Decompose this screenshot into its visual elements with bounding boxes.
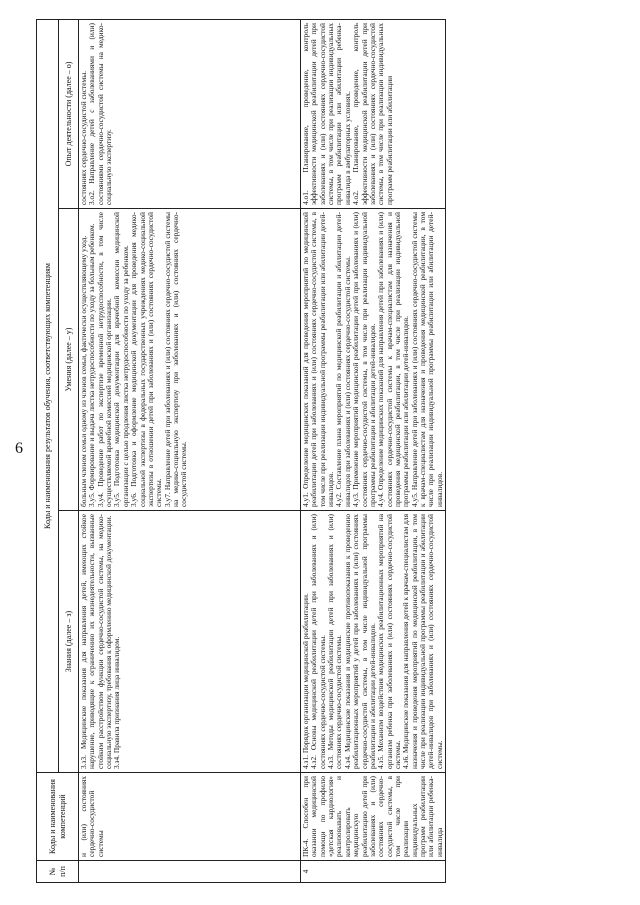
row-knowledge: 3.з3. Медицинские показания для направления детей, имеющих стойкое нарушение, приводящие к ограничению их жизнедеятельности, вызванные стойким расстройством функции сердечно-сосудистой системы, на медико-социальную экспертизу, требования к оформлению медицинской документации. 3.з4. Правила признания лица инвалидом. [79,511,301,773]
row-code: ПК-4. Способен при оказании медицинской помощи по профилю «детская кардиология» реализовывать и контролировать медицинскую реабилитацию детей при заболеваниях и (или) состояниях сердечно-сосудистой системы, в том числе при реализации индивидуальных программ реабилитации или абилитации ребенка-инвалида [301,773,446,861]
header-skills: Умения (далее – у) [59,209,79,511]
row-skills: 4.у1. Определение медицинских показаний для проведения мероприятий по медицинской реабилитации детей при заболеваниях и (или) состояниях сердечно-сосудистой системы, в том числе при реализации индивидуальной программы реабилитации или абилитации детей-инвалидов. 4.у2. Составление плана мероприятий по медицинской реабилитации и абилитации детей-инвалидов при заболеваниях и (или) состояниях сердечно-сосудистой системы. 4.у3. Применение мероприятий медицинской реабилитации детей при заболеваниях и (или) состояниях сердечно-сосудистой системы, в том числе при реализации индивидуальной программы реабилитации и абилитации детей-инвалидов. 4.у4. Определение медицинских показаний для направления детей при заболеваниях и (или) состояниях сердечно-сосудистой системы к врачам-специалистам для назначения и проведения медицинской реабилитации, в том числе при реализации индивидуальной программы реабилитации или абилитации детей-инвалидов. 4.у5. Направление детей при заболеваниях и (или) состояниях сердечно-сосудистой системы к врачам-специалистам для назначения и проведения медицинской реабилитации, в том числе при реализации индивидуальной программы реабилитации или абилитации детей-инвалидов. [301,209,446,511]
row-experience: 4.о1. Планирование, проведение, контроль эффективности медицинской реабилитации детей при заболеваниях и (или) состояниях сердечно-сосудистой системы, в том числе при реализации индивидуальных программ реабилитации или абилитации ребенка-инвалида в амбулаторных условиях. 4.о2. Планирование, проведение, контроль эффективности медицинской реабилитации детей при заболеваниях и (или) состояниях сердечно-сосудистой системы, в том числе при реализации индивидуальных программ реабилитации или абилитации [301,20,446,209]
page-number: 6 [15,440,23,457]
header-code: Коды и наименования компетенций [37,773,79,861]
row-knowledge: 4.з1. Порядок организации медицинской реабилитации. 4.з2. Основы медицинской реабилитации детей при заболеваниях и (или) состояниях сердечно-сосудистой системы. 4.з3. Методы медицинской реабилитации детей при заболеваниях и (или) состояниях сердечно-сосудистой системы. 4.з4. Медицинские показания и медицинские противопоказания к проведению реабилитационных мероприятий у детей при заболеваниях и (или) состояниях сердечно-сосудистой системы, в том числе индивидуальной программы реабилитации и абилитации детей-инвалидов. 4.з5. Механизм воздействия медицинских реабилитационных мероприятий на организм ребенка при заболеваниях и (или) состояниях сердечно-сосудистой системы. 4.з6. Медицинские показания для направления детей к врачам-специалистам для назначения и проведения мероприятий по медицинской реабилитации, в том числе при реализации индивидуальной программы реабилитации и абилитации детей-инвалидов при заболеваниях и (или) состояниях сердечно-сосудистой системы. [301,511,446,773]
row-num: 4 [301,861,446,883]
row-skills: больным членом семьи одному из членов семьи, фактически осуществляющему уход. 3.у5. Формирование и выдача листка нетрудоспособности по уходу за больным ребенком. 3.у4. Проведение работ по экспертизе временной нетрудоспособности, в том числе осуществляемой врачебной комиссией медицинской организации. 3.у5. Подготовка медицинской документации для врачебной комиссии медицинской организации с целью продления листка нетрудоспособности по уходу за ребенком. 3.у6. Подготовка и оформление медицинской документации для проведения медико-социальной экспертизы в федеральных государственных учреждениях медико-социальной экспертизы в отношении детей при заболеваниях и (или) состояниях сердечно-сосудистой системы. 3.у7. Направление детей при заболеваниях и (или) состояниях сердечно-сосудистой системы на медико-социальную экспертизу при заболеваниях и (или) состояниях сердечно-сосудистой системы. [79,209,301,511]
table-row [301,20,446,883]
table-row [79,20,301,883]
row-experience: состояниях сердечно-сосудистой системы. 3.о2. Направление детей с заболеваниями и (или) состояниями сердечно-сосудистой системы на медико-социальную экспертизу. [79,20,301,209]
row-code: и (или) состояниях сердечно-сосудистой системы [79,773,301,861]
header-group: Коды и наименования результатов обучения, соответствующих компетенциям [37,20,59,773]
header-num: № п/п [37,861,79,883]
header-knowledge: Знания (далее – з) [59,511,79,773]
competency-table [36,19,446,883]
header-experience: Опыт деятельности (далее – о) [59,20,79,209]
row-num [79,861,301,883]
